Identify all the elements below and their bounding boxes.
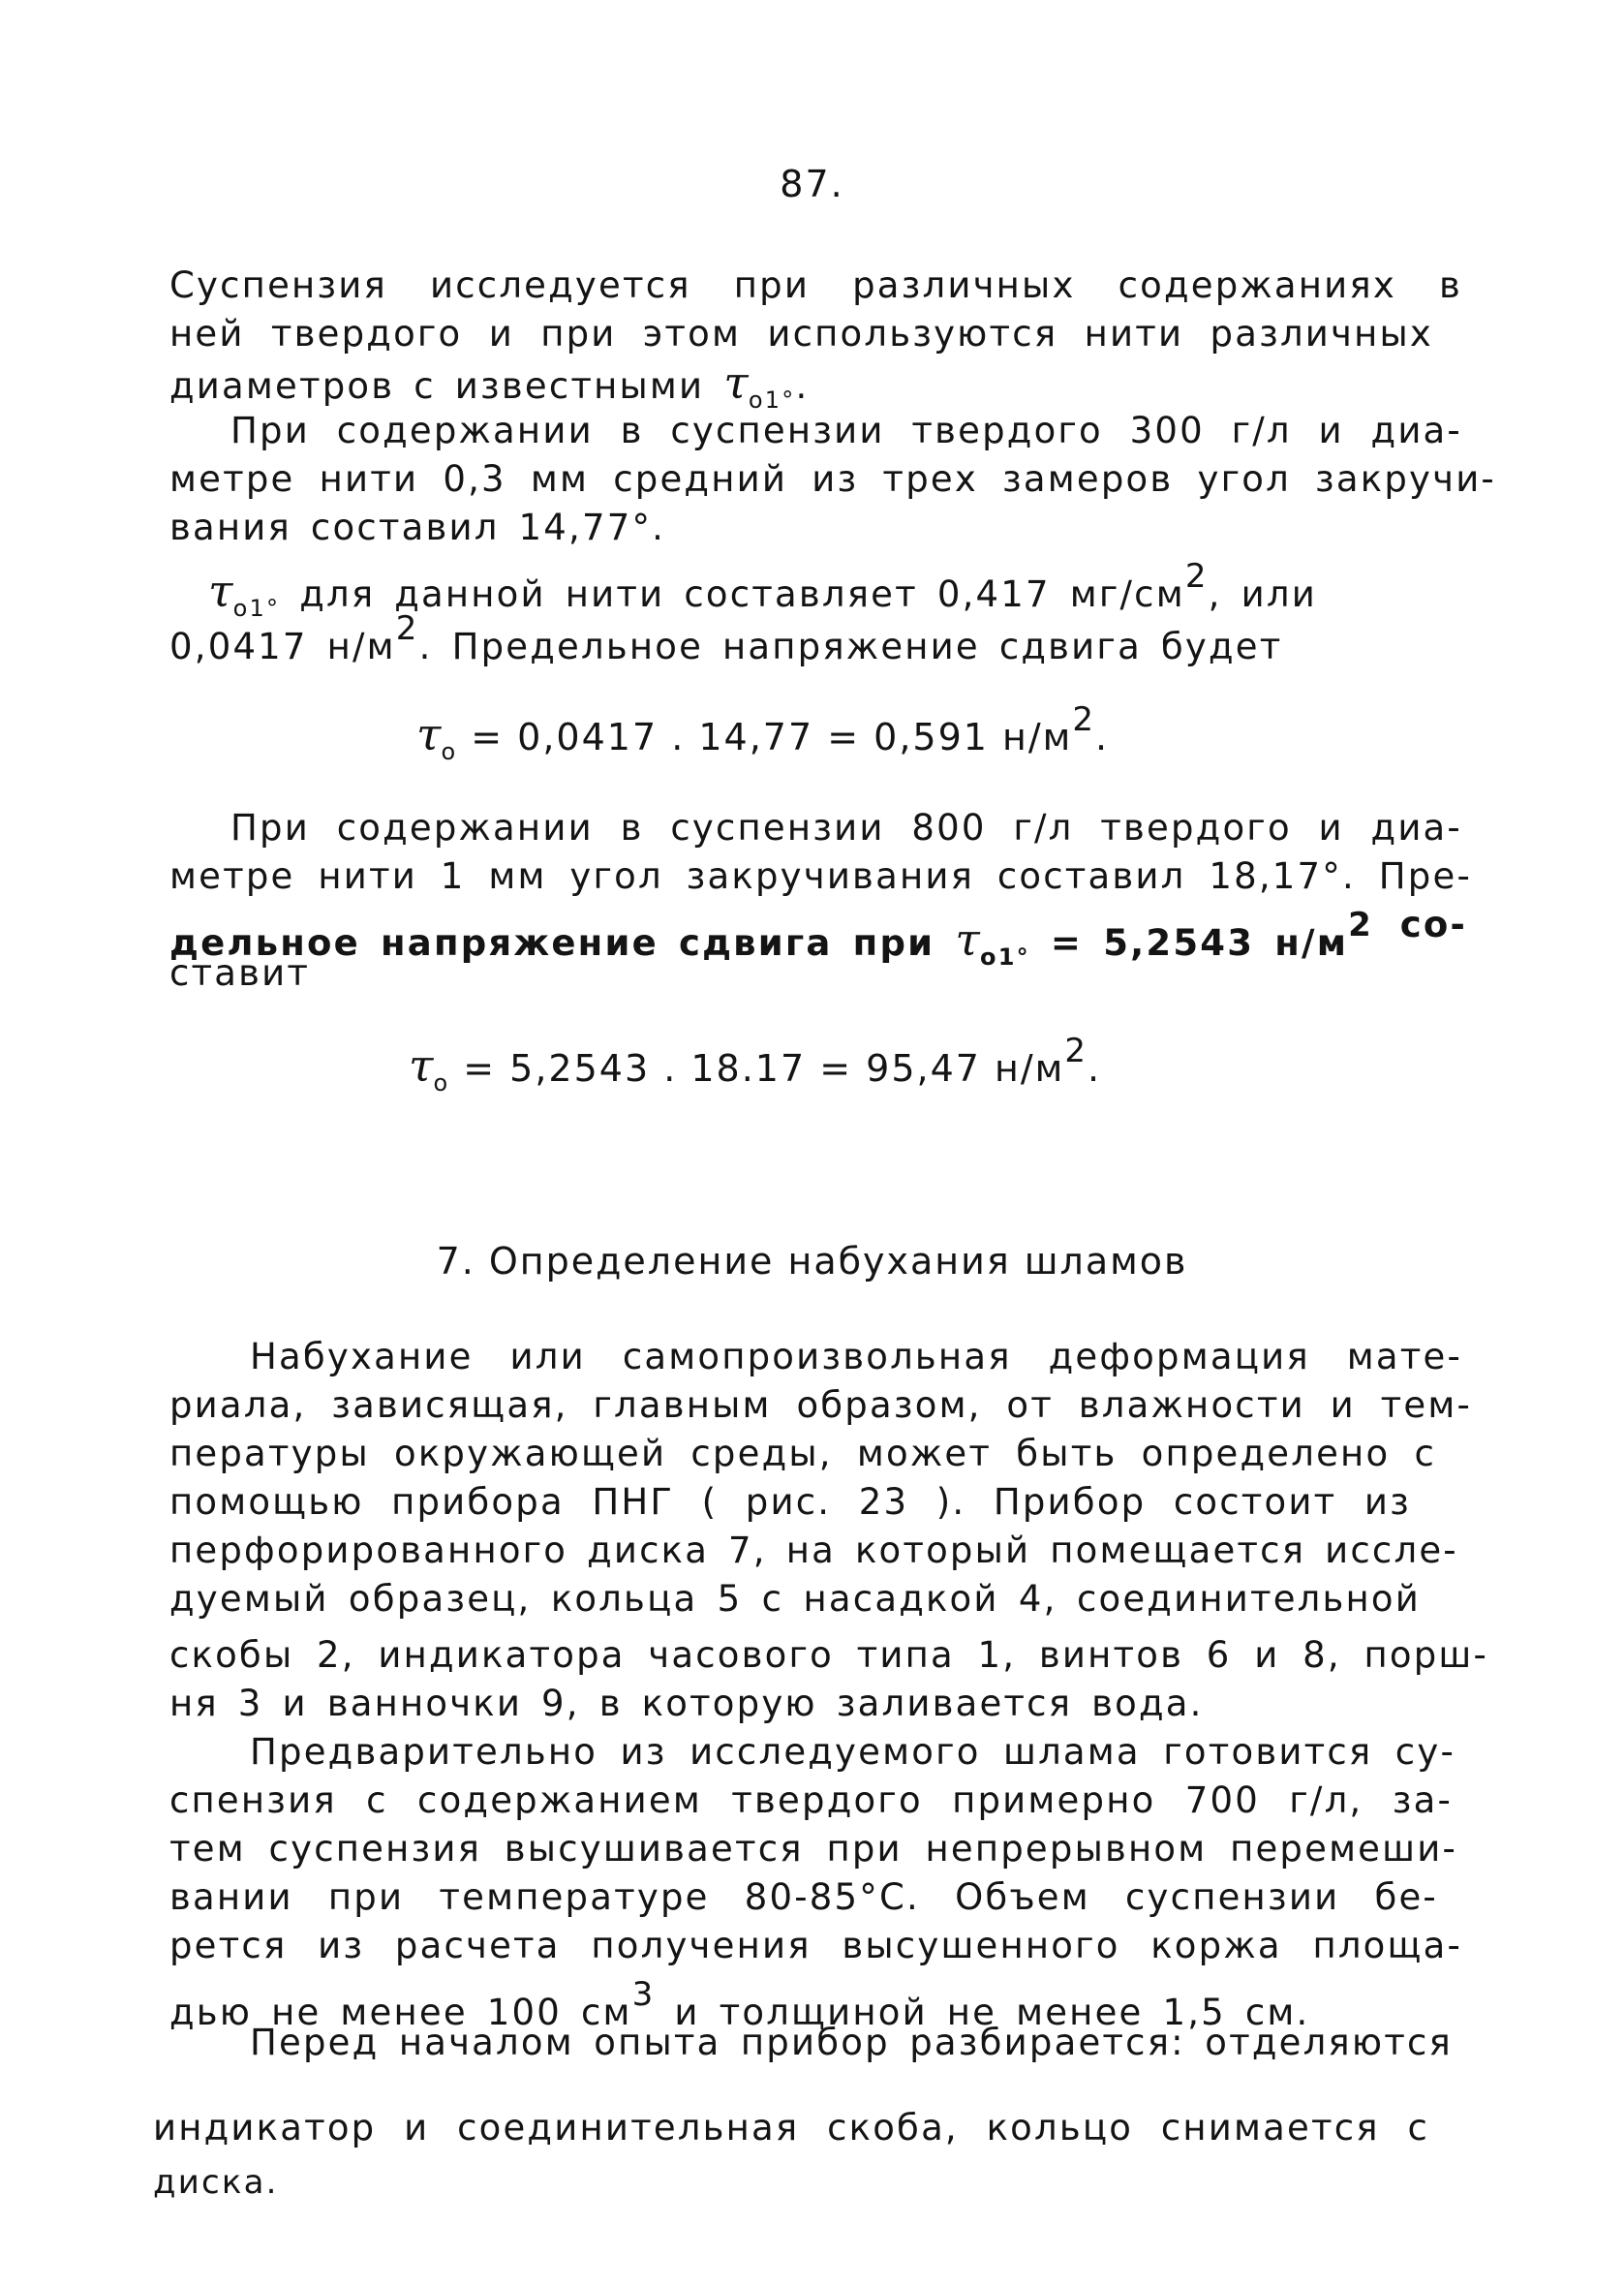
p1-line2: ней твердого и при этом используются нити различных — [169, 313, 1433, 355]
p6-line6-end: и толщиной не менее 1,5 см. — [655, 1992, 1310, 2033]
p6-line4: вании при температуре 80-85°С. Объем суспензии бе- — [169, 1876, 1438, 1918]
tau-subscript: o — [433, 1069, 450, 1097]
p4-line2: метре нити 1 мм угол закручивания составил 18,17°. Пре- — [169, 855, 1472, 897]
p5-line1: Набухание или самопроизвольная деформация мате- — [250, 1336, 1462, 1377]
superscript-2: 2 — [1064, 1032, 1088, 1070]
p6-line6-text: дью не менее 100 см — [169, 1992, 632, 2033]
p5-line2: риала, зависящая, главным образом, от влажности и тем- — [169, 1384, 1472, 1426]
tau-symbol: τ — [208, 565, 235, 617]
p7-line1: Перед началом опыта прибор разбирается: отделяются — [250, 2022, 1453, 2063]
p1-line3-text: диаметров с известными — [169, 365, 705, 407]
tau-subscript: o1° — [980, 943, 1030, 971]
p4-line4: ставит — [169, 952, 311, 994]
tau-subscript: o — [441, 738, 458, 765]
tau-subscript: o1° — [748, 386, 796, 414]
p5-line8: ня 3 и ванночки 9, в которую заливается вода. — [169, 1683, 1204, 1724]
p6-line1: Предварительно из исследуемого шлама готовится су- — [250, 1731, 1455, 1773]
superscript-2: 2 — [395, 609, 419, 648]
p2-line1: При содержании в суспензии твердого 300 г/л и диа- — [230, 410, 1462, 451]
section-heading: 7. Определение набухания шламов — [436, 1240, 1188, 1283]
p5-line5: перфорированного диска 7, на который помещается иссле- — [169, 1530, 1458, 1571]
page-number: 87. — [780, 163, 844, 205]
superscript-3: 3 — [631, 1975, 656, 2014]
tau-subscript: o1° — [232, 595, 281, 622]
p7-line3: диска. — [153, 2163, 279, 2202]
p6-line2: спензия с содержанием твердого примерно 700 г/л, за- — [169, 1779, 1453, 1821]
p3-line2-end: . Предельное напряжение сдвига будет — [418, 626, 1283, 667]
p3-line2-text: 0,0417 н/м — [169, 626, 396, 667]
p4-line3-text: дельное напряжение сдвига при — [169, 922, 935, 964]
equation-2 — [409, 1027, 1101, 1107]
equation-2-rhs: = 5,2543 . 18.17 = 95,47 н/м — [463, 1047, 1065, 1090]
equation-1-end: . — [1094, 716, 1110, 758]
superscript-2: 2 — [1072, 700, 1095, 739]
p4-line3-end: со- — [1399, 904, 1467, 945]
p3-line2 — [169, 606, 1467, 669]
p2-line2: метре нити 0,3 мм средний из трех замеров угол закручи- — [169, 458, 1496, 500]
p1-line1: Суспензия исследуется при различных содержаниях в — [169, 264, 1462, 306]
p7-line2: индикатор и соединительная скоба, кольцо снимается с — [153, 2107, 1429, 2149]
tau-symbol: τ — [723, 356, 751, 409]
tau-symbol: τ — [955, 913, 983, 966]
superscript-2: 2 — [1184, 557, 1209, 596]
p5-line4: помощью прибора ПНГ ( рис. 23 ). Прибор состоит из — [169, 1481, 1411, 1523]
p2-line3: вания составил 14,77°. — [169, 507, 666, 548]
equation-1 — [416, 696, 1109, 776]
tau-symbol: τ — [416, 708, 444, 760]
p4-line1: При содержании в суспензии 800 г/л твердого и диа- — [230, 807, 1462, 849]
superscript-2: 2 — [1348, 906, 1374, 944]
p6-line3: тем суспензия высушивается при непрерывном перемеши- — [169, 1828, 1457, 1870]
p5-line3: пературы окружающей среды, может быть определено с — [169, 1433, 1436, 1474]
p3-line1-text: для данной нити составляет 0,417 мг/см — [299, 573, 1185, 615]
p5-line7: скобы 2, индикатора часового типа 1, винтов 6 и 8, порш- — [169, 1634, 1488, 1676]
p3-line1-end: , или — [1208, 573, 1317, 615]
tau-symbol: τ — [409, 1039, 436, 1092]
p4-line3-value: = 5,2543 н/м — [1050, 922, 1349, 964]
p6-line5: рется из расчета получения высушенного коржа площа- — [169, 1925, 1462, 1966]
p1-line3-end: . — [795, 365, 810, 407]
equation-1-rhs: = 0,0417 . 14,77 = 0,591 н/м — [471, 716, 1073, 758]
equation-2-end: . — [1087, 1047, 1102, 1090]
p5-line6: дуемый образец, кольца 5 с насадкой 4, соединительной — [169, 1578, 1421, 1620]
